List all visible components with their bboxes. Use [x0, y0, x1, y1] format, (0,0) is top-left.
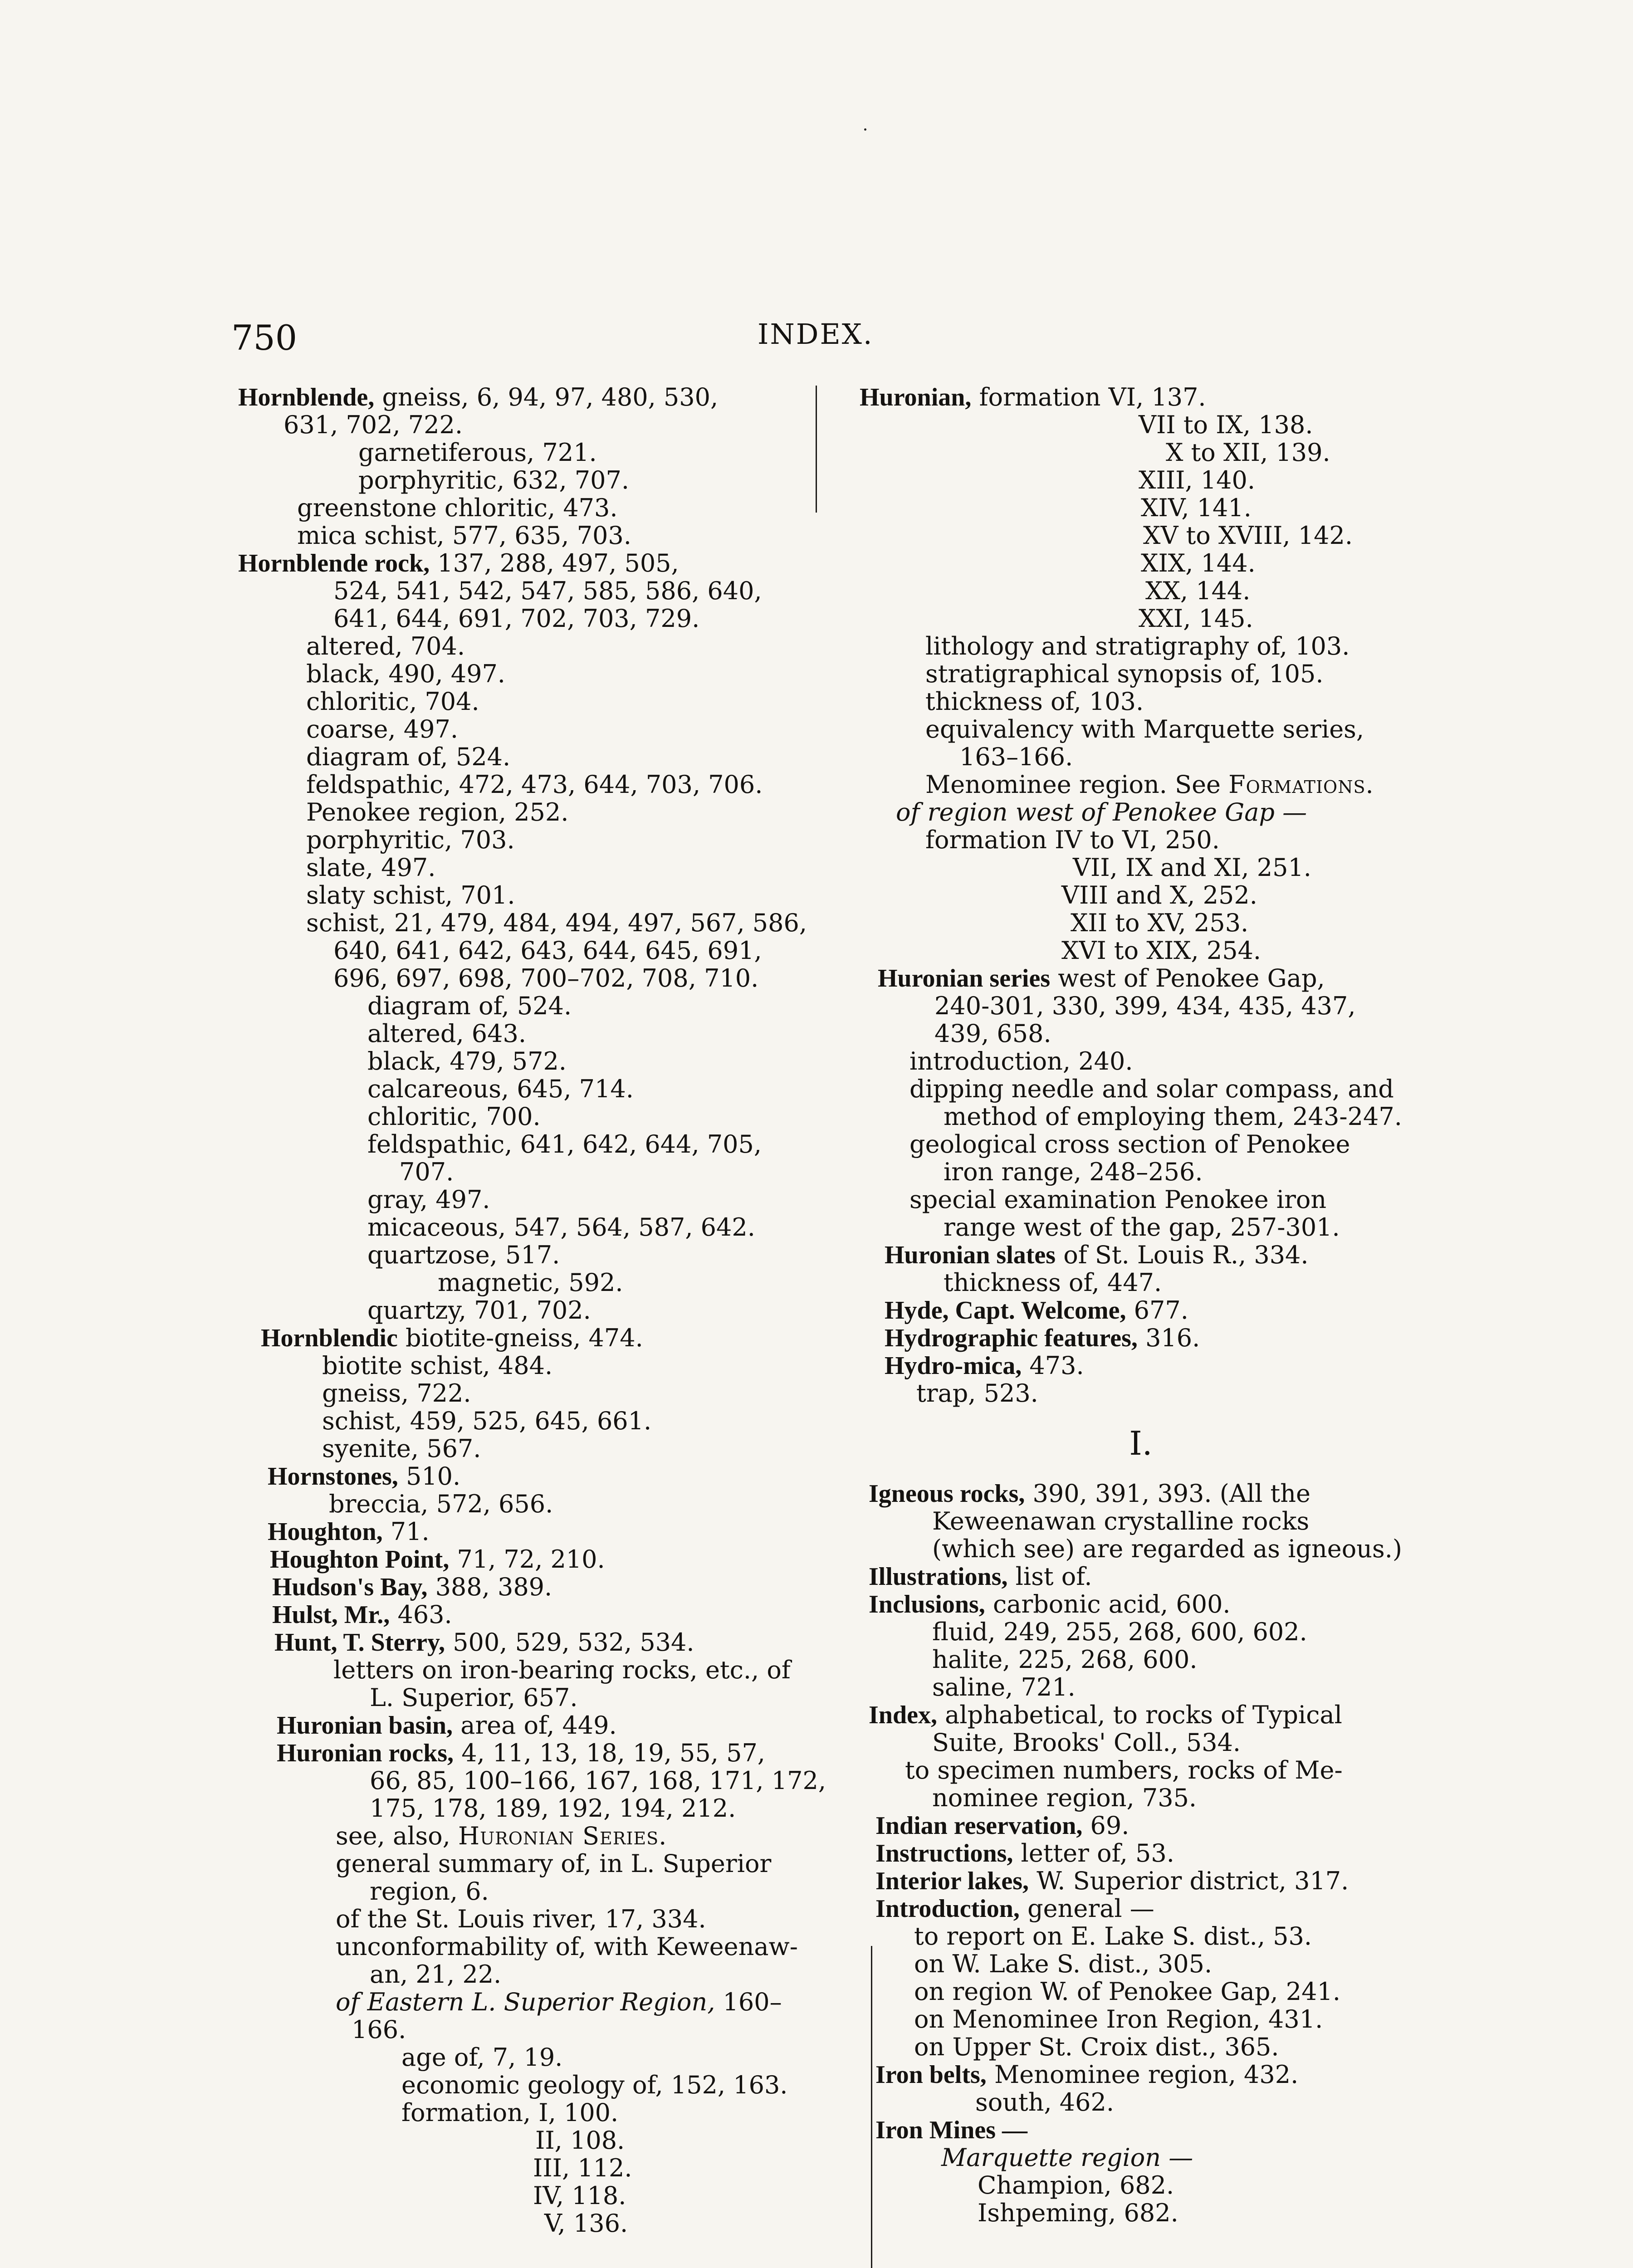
entry-text: quartzose, 517. [367, 1241, 560, 1269]
entry-headword: Hyde, Capt. Welcome, [885, 1296, 1126, 1325]
entry-text: altered, 704. [306, 632, 465, 660]
index-entry [238, 771, 828, 798]
entry-text: Menominee region. See [925, 770, 1229, 799]
entry-text: Penokee region, 252. [306, 798, 569, 826]
index-entry [238, 2043, 828, 2071]
entry-text: W. Superior district, 317. [1029, 1867, 1349, 1895]
index-entry [860, 2005, 1449, 2033]
index-entry [860, 1756, 1449, 1784]
entry-headword: Houghton, [268, 1518, 383, 1546]
index-entry [860, 522, 1449, 549]
entry-text: iron range, 248–256. [944, 1158, 1203, 1186]
index-entry [860, 1729, 1449, 1756]
index-entry [238, 1822, 828, 1850]
entry-text: fluid, 249, 255, 268, 600, 602. [932, 1618, 1307, 1646]
index-entry [860, 1895, 1449, 1922]
entry-text: garnetiferous, 721. [358, 438, 597, 467]
entry-text: method of employing them, 243-247. [944, 1102, 1402, 1131]
index-entry [238, 1518, 828, 1545]
entry-text: 631, 702, 722. [284, 411, 463, 439]
entry-text: 463. [390, 1600, 452, 1629]
entry-text: feldspathic, 472, 473, 644, 703, 706. [306, 770, 763, 799]
entry-text: nominee region, 735. [932, 1784, 1197, 1812]
entry-headword: Index, [869, 1701, 937, 1729]
entry-text: black, 479, 572. [367, 1047, 567, 1075]
index-entry [238, 1462, 828, 1490]
index-entry [860, 2061, 1449, 2088]
index-entry [238, 577, 828, 605]
entry-headword: Iron belts, [875, 2061, 987, 2089]
entry-text: calcareous, 645, 714. [367, 1075, 634, 1103]
entry-text: (which see) are regarded as igneous.) [932, 1535, 1402, 1563]
index-entry [860, 1812, 1449, 1839]
index-entry [238, 466, 828, 494]
entry-text: mica schist, 577, 635, 703. [297, 521, 631, 550]
entry-text: stratigraphical synopsis of, 105. [925, 660, 1324, 688]
index-entry [238, 1103, 828, 1130]
entry-text: V, 136. [544, 2209, 628, 2238]
entry-headword: Huronian, [860, 383, 972, 411]
entry-text: area of, 449. [453, 1711, 617, 1740]
entry-text: 524, 541, 542, 547, 585, 586, 640, [333, 577, 762, 605]
entry-headword: Illustrations, [869, 1563, 1008, 1591]
entry-text: greenstone chloritic, 473. [297, 494, 618, 522]
entry-text: XXI, 145. [1139, 604, 1253, 633]
entry-text: formation IV to VI, 250. [925, 826, 1220, 854]
entry-text: formation VI, 137. [971, 383, 1206, 411]
index-entry [860, 2033, 1449, 2061]
entry-text: chloritic, 704. [306, 687, 479, 716]
index-entry [860, 1978, 1449, 2005]
entry-text: on region W. of Penokee Gap, 241. [914, 1977, 1340, 2006]
index-entry [860, 549, 1449, 577]
entry-text: 240-301, 330, 399, 434, 435, 437, [934, 992, 1356, 1020]
index-entry [238, 1628, 828, 1656]
entry-text: trap, 523. [916, 1379, 1038, 1408]
entry-text: 388, 389. [427, 1573, 552, 1601]
index-entry [860, 964, 1449, 992]
index-entry [860, 743, 1449, 771]
entry-text: XIII, 140. [1139, 466, 1256, 494]
entry-text: of the St. Louis river, 17, 334. [336, 1905, 706, 1933]
index-entry [860, 1480, 1449, 1507]
index-entry [238, 1407, 828, 1435]
entry-headword: Introduction, [875, 1895, 1020, 1923]
entry-text: thickness of, 447. [944, 1268, 1162, 1297]
index-entry [860, 1158, 1449, 1186]
index-entry [238, 1241, 828, 1269]
index-entry [860, 992, 1449, 1020]
index-entry [860, 2199, 1449, 2227]
index-entry [238, 632, 828, 660]
entry-text: magnetic, 592. [438, 1268, 623, 1297]
index-entry [238, 522, 828, 549]
entry-headword: Igneous rocks, [869, 1480, 1025, 1508]
index-entry [238, 826, 828, 854]
entry-text: porphyritic, 632, 707. [358, 466, 630, 494]
index-entry [238, 992, 828, 1020]
entry-italic-text: of Eastern L. Superior Region, [336, 1988, 715, 2016]
entry-text: biotite schist, 484. [322, 1351, 553, 1380]
entry-text: equivalency with Marquette series, [925, 715, 1364, 743]
entry-text: Champion, 682. [978, 2171, 1174, 2200]
index-entry [238, 1933, 828, 1960]
index-entry [238, 1877, 828, 1905]
index-entry [860, 1563, 1449, 1590]
entry-headword: Instructions, [875, 1839, 1013, 1867]
entry-text: 677. [1126, 1296, 1188, 1325]
index-entry [238, 688, 828, 715]
entry-text: lithology and stratigraphy of, 103. [925, 632, 1350, 660]
index-entry [860, 1241, 1449, 1269]
entry-text: quartzy, 701, 702. [367, 1296, 591, 1325]
index-entry [238, 494, 828, 522]
index-entry [860, 1296, 1449, 1324]
entry-headword: Hornstones, [268, 1462, 398, 1491]
entry-text: 473. [1022, 1351, 1084, 1380]
index-entry [238, 715, 828, 743]
entry-text: letters on iron-bearing rocks, etc., of [333, 1656, 791, 1684]
entry-text: geological cross section of Penokee [909, 1130, 1350, 1158]
index-entry [238, 964, 828, 992]
entry-text: VII to IX, 138. [1139, 411, 1313, 439]
entry-italic-text: Marquette region — [941, 2143, 1193, 2172]
entry-text: XX, 144. [1145, 577, 1251, 605]
index-entry [860, 826, 1449, 854]
index-entry [238, 1075, 828, 1103]
entry-text: XII to XV, 253. [1071, 909, 1249, 937]
entry-text: 163–166. [959, 743, 1073, 771]
index-entry [238, 798, 828, 826]
index-entry [238, 1047, 828, 1075]
index-entry [238, 411, 828, 439]
entry-text: 166. [352, 2015, 406, 2044]
index-entry [860, 466, 1449, 494]
entry-cross-reference: Formations. [1228, 770, 1374, 799]
entry-headword: Hydrographic features, [885, 1324, 1138, 1352]
index-entry [860, 688, 1449, 715]
left-column [238, 383, 828, 2237]
entry-text: schist, 21, 479, 484, 494, 497, 567, 586, [306, 909, 807, 937]
entry-headword: Hunt, T. Sterry, [274, 1628, 445, 1657]
index-entry [860, 439, 1449, 466]
entry-text: gray, 497. [367, 1185, 490, 1214]
entry-text: an, 21, 22. [370, 1960, 502, 1989]
entry-text: porphyritic, 703. [306, 826, 515, 854]
index-entry [860, 2144, 1449, 2171]
entry-text: schist, 459, 525, 645, 661. [322, 1407, 652, 1435]
page-heading: INDEX. [758, 318, 874, 351]
entry-text: on Upper St. Croix dist., 365. [914, 2033, 1279, 2061]
entry-text: 316. [1137, 1324, 1200, 1352]
entry-text: slaty schist, 701. [306, 881, 515, 909]
entry-text: IV, 118. [533, 2181, 626, 2210]
index-entry [860, 660, 1449, 688]
index-entry [860, 1507, 1449, 1535]
entry-text: 500, 529, 532, 534. [445, 1628, 694, 1657]
index-entry [860, 1646, 1449, 1673]
index-entry [238, 1020, 828, 1047]
page-number: 750 [231, 318, 298, 358]
entry-headword: Huronian series [878, 964, 1051, 992]
entry-text: II, 108. [535, 2126, 625, 2155]
entry-headword: Hornblendic [261, 1324, 398, 1352]
entry-text: 640, 641, 642, 643, 644, 645, 691, [333, 936, 762, 965]
entry-text: III, 112. [533, 2154, 632, 2182]
index-entry [238, 1158, 828, 1186]
index-entry [860, 2116, 1449, 2144]
entry-headword: Interior lakes, [875, 1867, 1029, 1895]
entry-text: gneiss, 722. [322, 1379, 471, 1408]
index-entry [860, 2088, 1449, 2116]
index-entry [238, 1988, 828, 2016]
entry-cross-reference: Huronian Series. [458, 1822, 667, 1850]
index-entry [238, 1435, 828, 1462]
index-entry [238, 743, 828, 771]
index-entry [238, 1379, 828, 1407]
entry-text: economic geology of, 152, 163. [401, 2071, 788, 2099]
entry-headword: Huronian basin, [277, 1711, 453, 1740]
index-entry [860, 577, 1449, 605]
entry-text: of St. Louis R., 334. [1056, 1241, 1309, 1269]
entry-text: 69. [1082, 1811, 1129, 1840]
index-entry [860, 1618, 1449, 1646]
index-entry [860, 1020, 1449, 1047]
entry-text: letter of, 53. [1013, 1839, 1174, 1867]
entry-text: 707. [399, 1158, 454, 1186]
index-entry [860, 605, 1449, 632]
entry-text: syenite, 567. [322, 1434, 481, 1463]
entry-text: halite, 225, 268, 600. [932, 1645, 1198, 1674]
entry-headword: Huronian rocks, [277, 1739, 454, 1767]
index-entry [860, 494, 1449, 522]
entry-text: XVI to XIX, 254. [1061, 936, 1261, 965]
entry-text: 641, 644, 691, 702, 703, 729. [333, 604, 700, 633]
index-entry [860, 1103, 1449, 1130]
entry-text: special examination Penokee iron [909, 1185, 1327, 1214]
index-entry [238, 881, 828, 909]
index-entry [860, 1701, 1449, 1729]
index-entry [860, 798, 1449, 826]
entry-text: general summary of, in L. Superior [336, 1849, 772, 1878]
index-entry [238, 383, 828, 411]
index-entry [238, 2182, 828, 2209]
index-entry [860, 1186, 1449, 1213]
index-entry [238, 549, 828, 577]
index-entry [238, 2154, 828, 2182]
entry-text: 175, 178, 189, 192, 194, 212. [370, 1794, 736, 1823]
entry-text: list of. [1007, 1562, 1092, 1591]
entry-headword: Indian reservation, [875, 1812, 1083, 1840]
index-entry [860, 1784, 1449, 1812]
index-entry [860, 771, 1449, 798]
index-entry [860, 1950, 1449, 1978]
index-entry [238, 1767, 828, 1794]
entry-text: micaceous, 547, 564, 587, 642. [367, 1213, 755, 1242]
index-entry [238, 1573, 828, 1601]
entry-headword: Houghton Point, [270, 1545, 450, 1574]
index-entry [238, 2099, 828, 2126]
entry-text: VII, IX and XI, 251. [1073, 853, 1311, 882]
index-entry [860, 383, 1449, 411]
entry-text: XV to XVIII, 142. [1143, 521, 1353, 550]
entry-text: X to XII, 139. [1166, 438, 1330, 467]
index-entry [238, 1490, 828, 1518]
entry-text: diagram of, 524. [306, 743, 511, 771]
entry-headword: Hornblende, [238, 383, 375, 411]
entry-text: Keweenawan crystalline rocks [932, 1507, 1310, 1535]
index-entry [860, 1922, 1449, 1950]
entry-text: thickness of, 103. [925, 687, 1144, 716]
index-entry [238, 1711, 828, 1739]
entry-text: coarse, 497. [306, 715, 458, 743]
entry-text: region, 6. [370, 1877, 489, 1906]
index-entry [238, 1960, 828, 1988]
entry-text: on W. Lake S. dist., 305. [914, 1950, 1213, 1978]
index-entry [238, 1794, 828, 1822]
entry-headword: Hornblende rock, [238, 549, 430, 577]
entry-text: 696, 697, 698, 700–702, 708, 710. [333, 964, 759, 992]
entry-text: 160– [715, 1988, 782, 2016]
index-entry [860, 854, 1449, 881]
index-entry [238, 1601, 828, 1628]
entry-text: Suite, Brooks' Coll., 534. [932, 1728, 1241, 1757]
entry-text: carbonic acid, 600. [985, 1590, 1231, 1618]
entry-text: on Menominee Iron Region, 431. [914, 2005, 1323, 2033]
entry-text: alphabetical, to rocks of Typical [937, 1701, 1342, 1729]
index-entry [238, 1545, 828, 1573]
index-entry [238, 1324, 828, 1352]
entry-text: 71. [382, 1517, 430, 1546]
entry-text: Ishpeming, 682. [978, 2199, 1178, 2227]
entry-text: VIII and X, 252. [1061, 881, 1257, 909]
entry-text: range west of the gap, 257-301. [944, 1213, 1340, 1242]
entry-headword: Huronian slates [885, 1241, 1056, 1269]
index-entry [238, 1739, 828, 1767]
index-entry [860, 1075, 1449, 1103]
index-entry [238, 2016, 828, 2043]
entry-text: L. Superior, 657. [370, 1683, 578, 1712]
entry-text: black, 490, 497. [306, 660, 505, 688]
index-entry [860, 1352, 1449, 1379]
index-entry [238, 1352, 828, 1379]
index-entry [238, 1186, 828, 1213]
index-entry [860, 1130, 1449, 1158]
index-entry [238, 909, 828, 937]
entry-text: breccia, 572, 656. [329, 1490, 553, 1518]
entry-text: 439, 658. [934, 1019, 1051, 1048]
index-entry [860, 1590, 1449, 1618]
index-entry [860, 909, 1449, 937]
index-entry [860, 1379, 1449, 1407]
entry-italic-text: of region west of Penokee Gap — [896, 798, 1307, 826]
index-entry [238, 1269, 828, 1296]
index-entry [860, 1535, 1449, 1563]
entry-text: Menominee region, 432. [986, 2060, 1299, 2089]
entry-text: unconformability of, with Keweenaw- [336, 1932, 798, 1961]
index-entry [238, 1684, 828, 1711]
entry-text: see, also, [336, 1822, 458, 1850]
entry-text: 4, 11, 13, 18, 19, 55, 57, [454, 1739, 765, 1767]
index-entry [238, 1905, 828, 1933]
entry-text: introduction, 240. [909, 1047, 1133, 1075]
entry-text: age of, 7, 19. [401, 2043, 563, 2072]
index-entry [860, 937, 1449, 964]
running-head [231, 318, 1393, 358]
entry-text: saline, 721. [932, 1673, 1076, 1701]
entry-text: 390, 391, 393. (All the [1025, 1479, 1310, 1508]
entry-headword: Hudson's Bay, [272, 1573, 428, 1601]
entry-headword: Inclusions, [869, 1590, 985, 1618]
index-entry [238, 660, 828, 688]
right-column [860, 383, 1449, 2227]
entry-text: diagram of, 524. [367, 992, 572, 1020]
entry-text: to specimen numbers, rocks of Me- [905, 1756, 1343, 1784]
entry-text: dipping needle and solar compass, and [909, 1075, 1394, 1103]
entry-text: south, 462. [975, 2088, 1115, 2116]
entry-text: 71, 72, 210. [449, 1545, 605, 1574]
entry-text: slate, 497. [306, 853, 436, 882]
index-entry [238, 1213, 828, 1241]
section-letter: I. [1129, 1424, 1153, 1462]
index-entry [860, 2171, 1449, 2199]
index-entry [860, 715, 1449, 743]
entry-headword: Hulst, Mr., [272, 1601, 390, 1629]
entry-text: altered, 643. [367, 1019, 527, 1048]
entry-headword: Iron Mines — [875, 2116, 1027, 2144]
index-entry [238, 439, 828, 466]
index-entry [238, 1850, 828, 1877]
index-entry [238, 2126, 828, 2154]
index-entry [860, 1213, 1449, 1241]
index-entry [238, 1656, 828, 1684]
entry-text: feldspathic, 641, 642, 644, 705, [367, 1130, 762, 1158]
index-entry [860, 1673, 1449, 1701]
entry-text: 66, 85, 100–166, 167, 168, 171, 172, [370, 1766, 826, 1795]
index-entry [860, 1324, 1449, 1352]
entry-text: chloritic, 700. [367, 1102, 541, 1131]
entry-text: west of Penokee Gap, [1050, 964, 1325, 992]
index-entry [238, 2209, 828, 2237]
index-entry [860, 1867, 1449, 1895]
index-entry [238, 937, 828, 964]
index-entry [238, 1296, 828, 1324]
index-entry [860, 1047, 1449, 1075]
speck [864, 128, 866, 131]
entry-text: 137, 288, 497, 505, [430, 549, 679, 577]
index-entry [860, 411, 1449, 439]
index-entry [860, 881, 1449, 909]
entry-text: XIV, 141. [1141, 494, 1252, 522]
entry-text: to report on E. Lake S. dist., 53. [914, 1922, 1312, 1950]
index-entry [860, 632, 1449, 660]
entry-text: biotite-gneiss, 474. [397, 1324, 643, 1352]
entry-text: 510. [398, 1462, 461, 1491]
entry-text: formation, I, 100. [401, 2098, 619, 2127]
entry-text: general — [1019, 1894, 1154, 1923]
index-entry [860, 1839, 1449, 1867]
index-entry [238, 2071, 828, 2099]
entry-headword: Hydro-mica, [885, 1352, 1022, 1380]
index-entry [238, 854, 828, 881]
index-entry [238, 605, 828, 632]
index-entry [238, 1130, 828, 1158]
entry-text: gneiss, 6, 94, 97, 480, 530, [374, 383, 719, 411]
entry-text: XIX, 144. [1141, 549, 1256, 577]
index-entry [860, 1269, 1449, 1296]
